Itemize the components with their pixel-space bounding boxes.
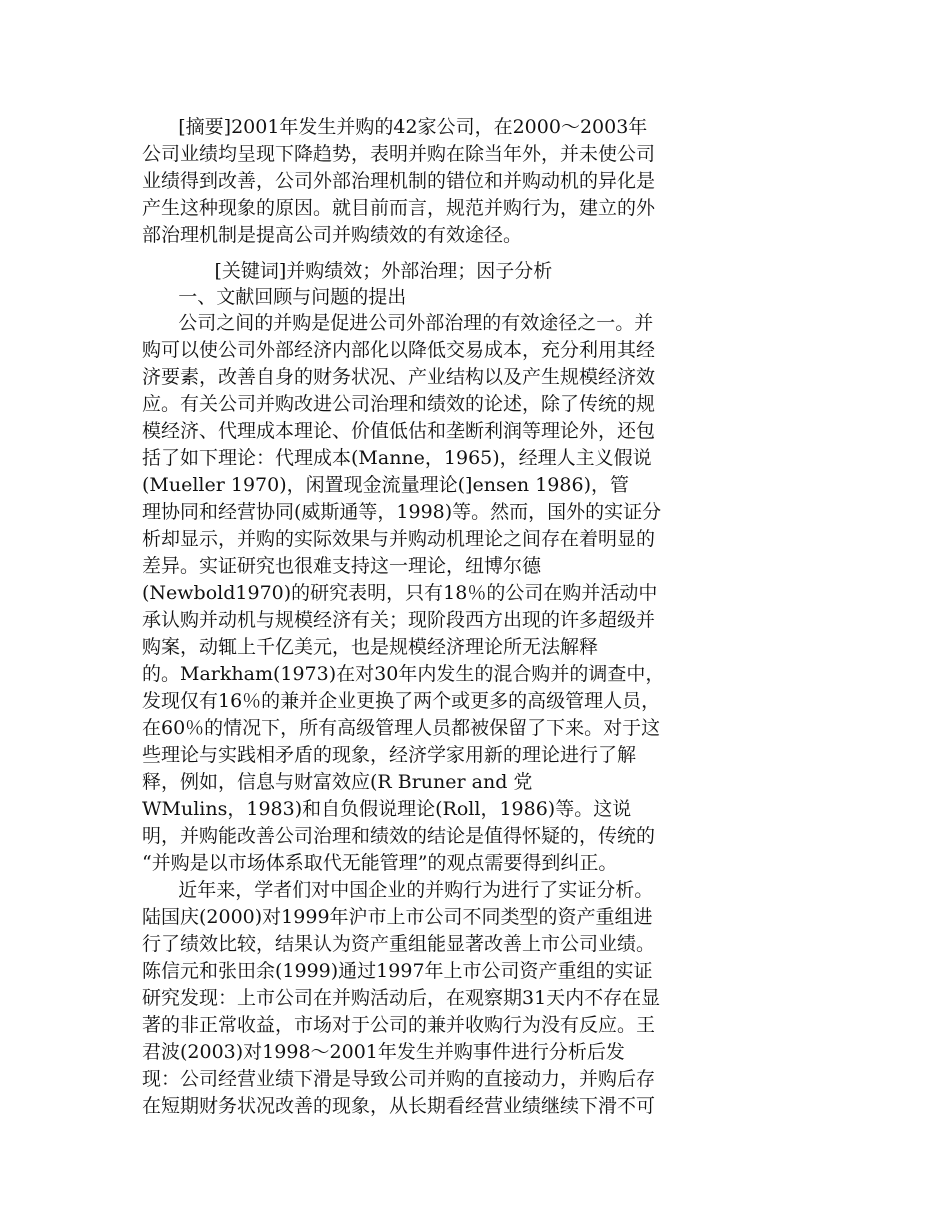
paragraph-line: 济要素，改善自身的财务状况、产业结构以及产生规模经济效 xyxy=(142,366,656,388)
paragraph-line: 承认购并动机与规模经济有关；现阶段西方出现的许多超级并 xyxy=(142,609,656,631)
abstract-line: 业绩得到改善，公司外部治理机制的错位和并购动机的异化是 xyxy=(142,170,656,192)
paragraph-line: 购可以使公司外部经济内部化以降低交易成本，充分利用其经 xyxy=(142,339,656,361)
paragraph-line: 近年来，学者们对中国企业的并购行为进行了实证分析。 xyxy=(142,879,654,901)
paragraph-line: 在短期财务状况改善的现象，从长期看经营业绩继续下滑不可 xyxy=(142,1095,656,1117)
abstract-line: 产生这种现象的原因。就目前而言，规范并购行为，建立的外 xyxy=(142,197,656,219)
paragraph-line: 在60％的情况下，所有高级管理人员都被保留了下来。对于这 xyxy=(142,717,661,739)
paragraph-line: 陆国庆(2000)对1999年沪市上市公司不同类型的资产重组进 xyxy=(142,906,653,928)
paragraph-line: 释，例如，信息与财富效应(R Bruner and 党 xyxy=(142,771,533,793)
paragraph-line: 现：公司经营业绩下滑是导致公司并购的直接动力，并购后存 xyxy=(142,1068,656,1090)
abstract-line: 部治理机制是提高公司并购绩效的有效途径。 xyxy=(142,224,523,246)
paragraph-line: 的。Markham(1973)在对30年内发生的混合购并的调查中， xyxy=(142,663,665,685)
abstract-block xyxy=(142,114,742,249)
paragraph-line: 公司之间的并购是促进公司外部治理的有效途径之一。并 xyxy=(142,312,654,334)
paragraph-line: 应。有关公司并购改进公司治理和绩效的论述，除了传统的规 xyxy=(142,393,656,415)
paragraph-2 xyxy=(142,877,742,1120)
paragraph-line: (Newbold1970)的研究表明，只有18％的公司在购并活动中 xyxy=(142,582,658,604)
section-heading: 一、文献回顾与问题的提出 xyxy=(142,286,407,308)
paragraph-line: 些理论与实践相矛盾的现象，经济学家用新的理论进行了解 xyxy=(142,744,637,766)
paragraph-line: “并购是以市场体系取代无能管理”的观点需要得到纠正。 xyxy=(142,852,618,874)
paragraph-line: 析却显示，并购的实际效果与并购动机理论之间存在着明显的 xyxy=(142,528,656,550)
paragraph-line: 发现仅有16％的兼并企业更换了两个或更多的高级管理人员， xyxy=(142,690,661,712)
paragraph-line: 研究发现：上市公司在并购活动后，在观察期31天内不存在显 xyxy=(142,987,661,1009)
paragraph-line: 著的非正常收益，市场对于公司的兼并收购行为没有反应。王 xyxy=(142,1014,656,1036)
abstract-line: [摘要]2001年发生并购的42家公司，在2000～2003年 xyxy=(142,116,648,138)
paragraph-1 xyxy=(142,310,742,877)
paragraph-line: 购案，动辄上千亿美元，也是规模经济理论所无法解释 xyxy=(142,636,599,658)
body-block xyxy=(142,258,742,1120)
paragraph-line: 理协同和经营协同(威斯通等，1998)等。然而，国外的实证分 xyxy=(142,501,662,523)
paragraph-line: 君波(2003)对1998～2001年发生并购事件进行分析后发 xyxy=(142,1041,625,1063)
paragraph-line: 陈信元和张田余(1999)通过1997年上市公司资产重组的实证 xyxy=(142,960,653,982)
paragraph-line: 模经济、代理成本理论、价值低估和垄断利润等理论外，还包 xyxy=(142,420,656,442)
paragraph-line: 差异。实证研究也很难支持这一理论，纽博尔德 xyxy=(142,555,542,577)
paragraph-line: 明，并购能改善公司治理和绩效的结论是值得怀疑的，传统的 xyxy=(142,825,656,847)
paragraph-line: 括了如下理论：代理成本(Manne，1965)，经理人主义假说 xyxy=(142,447,652,469)
paragraph-line: 行了绩效比较，结果认为资产重组能显著改善上市公司业绩。 xyxy=(142,933,656,955)
abstract-line: 公司业绩均呈现下降趋势，表明并购在除当年外，并未使公司 xyxy=(142,143,656,165)
paragraph-line: WMulins，1983)和自负假说理论(Roll，1986)等。这说 xyxy=(142,798,632,820)
paragraph-line: (Mueller 1970)，闲置现金流量理论(]ensen 1986)，管 xyxy=(142,474,629,496)
keywords-line: [关键词]并购绩效；外部治理；因子分析 xyxy=(142,260,553,282)
